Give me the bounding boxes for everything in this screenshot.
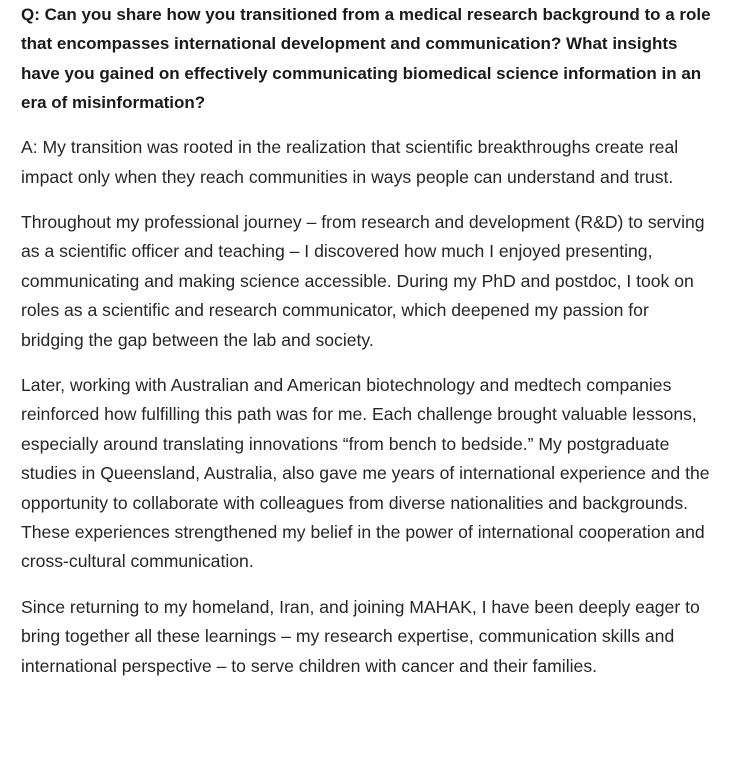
spacer [21,192,715,208]
spacer [21,355,715,371]
answer-paragraph-3: Later, working with Australian and American biotechnology and medtech companies reinforced how fulfilling this path was for me. Each challenge brought valuable lessons, especially around translating innovations “from bench to bedside.” My postgraduate studies in Queensland, Australia, also gave me years of international experience and the opportunity to collaborate with colleagues from diverse nationalities and backgrounds. These experiences strengthened my belief in the power of international cooperation and cross-cultural communication. [21,375,710,572]
interview-question: Q: Can you share how you transitioned from a medical research background to a role that encompasses international development and communication? What insights have you gained on effectively communicating biomedical science information in an era of misinformation? [21,5,711,112]
spacer [21,577,715,593]
answer-paragraph-2: Throughout my professional journey – from research and development (R&D) to serving as a scientific officer and teaching – I discovered how much I enjoyed presenting, communicating and making science accessible. During my PhD and postdoc, I took on roles as a scientific and research communicator, which deepened my passion for bridging the gap between the lab and society. [21,212,705,350]
answer-paragraph-4: Since returning to my homeland, Iran, and joining MAHAK, I have been deeply eager to bring together all these learnings – my research expertise, communication skills and international perspective – to serve children with cancer and their families. [21,596,700,676]
spacer [21,117,715,133]
answer-paragraph-1: A: My transition was rooted in the realization that scientific breakthroughs create real impact only when they reach communities in ways people can understand and trust. [21,137,679,187]
